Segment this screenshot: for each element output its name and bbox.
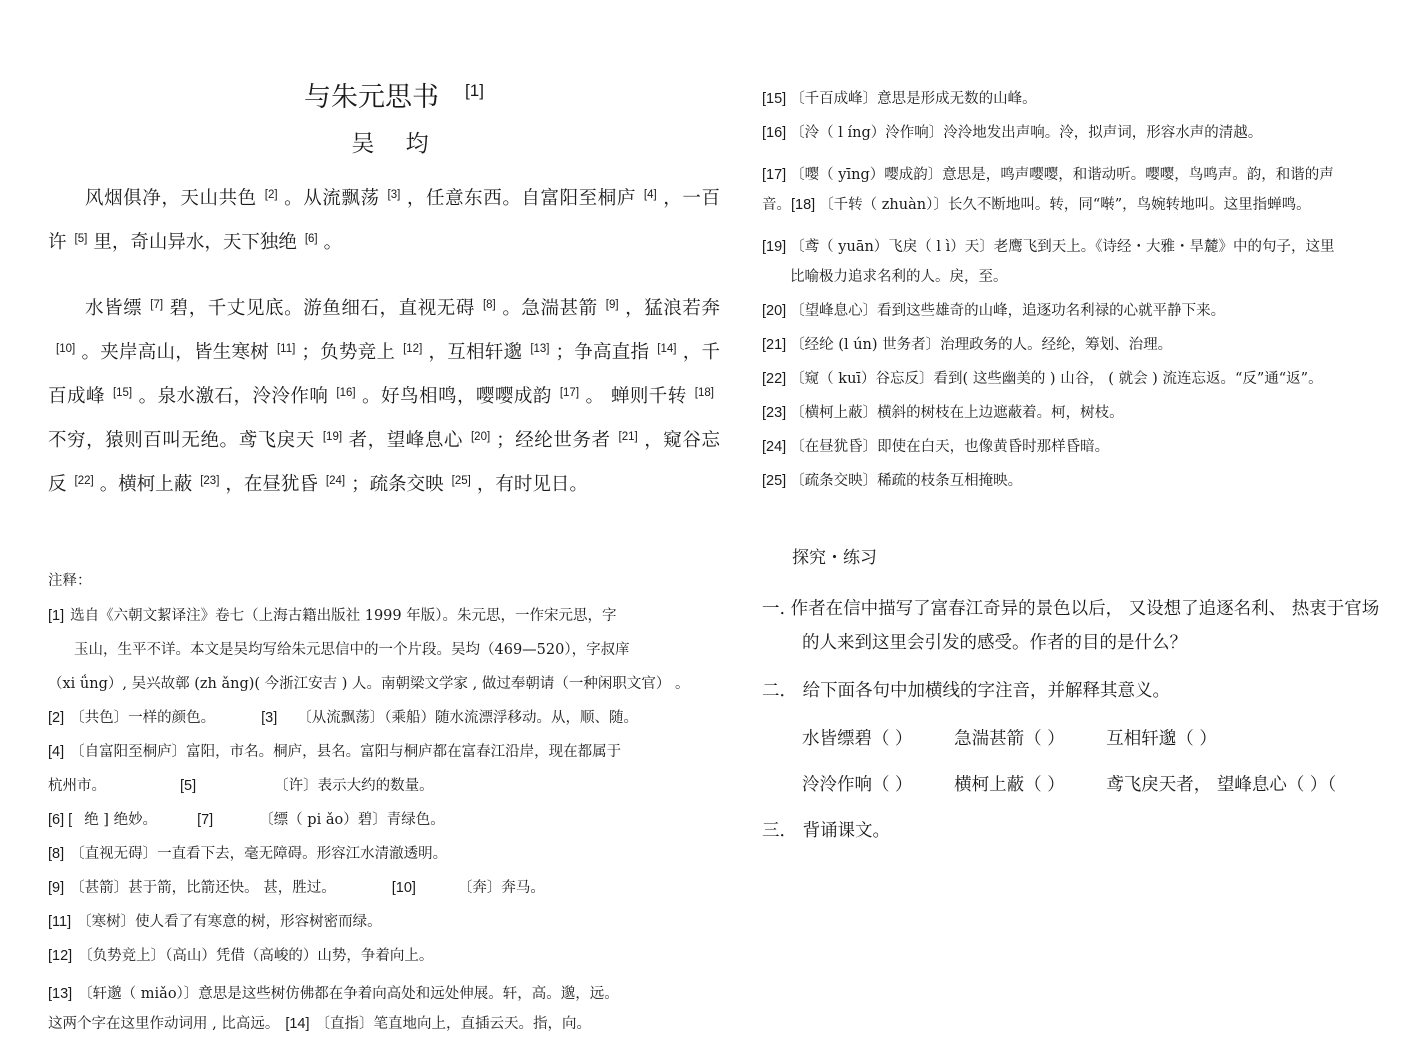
note-text: 杭州市。 — [48, 778, 106, 794]
note-22 — [762, 364, 1426, 394]
note-text: 〔经纶 (l ún) 世务者〕治理政务的人。经纶，筹划、治理。 — [790, 337, 1173, 353]
footnote-ref: [6] — [304, 233, 318, 245]
note-13 — [48, 977, 720, 1011]
text-run: ，有时见日。 — [476, 474, 588, 495]
exercise-3: 三． 背诵课文。 — [762, 821, 891, 841]
text-run: 。急湍甚箭 — [501, 298, 598, 319]
text-run: ；经纶世务者 — [496, 430, 611, 451]
text-run: ，互相轩邈 — [428, 342, 523, 363]
note-19-continued — [762, 262, 1426, 292]
footnote-ref: [17] — [559, 387, 580, 399]
note-12 — [48, 939, 720, 973]
note-24 — [762, 432, 1426, 462]
note-text: 〔从流飘荡〕（乘船）随水流漂浮移动。从，顺、随。 — [297, 710, 638, 726]
footnote-ref: [22] — [74, 475, 94, 487]
note-text: 〔直指〕笔直地向上，直插云天。指，向。 — [315, 1016, 592, 1032]
footnote-ref: [18] — [694, 387, 714, 399]
note-text: 音。 — [762, 197, 791, 213]
note-text: 〔千百成峰〕意思是形成无数的山峰。 — [790, 91, 1037, 107]
note-text: 〔共色〕一样的颜色。 — [70, 710, 216, 726]
note-23 — [762, 398, 1426, 428]
text-run: 里，奇山异水，天下独绝 — [93, 232, 297, 253]
note-text: 〔缥（ pi ǎo）碧〕青绿色。 — [259, 812, 445, 828]
exercise-1-text-continued: 的人来到这里会引发的感受。作者的目的是什么？ — [802, 633, 1187, 653]
exercise-2: 二． 给下面各句中加横线的字注音，并解释其意义。 — [762, 681, 1171, 701]
note-4-continued-5 — [48, 769, 720, 803]
note-number: [24] — [762, 439, 787, 455]
text-run: ；疏条交映 — [351, 474, 444, 495]
note-text: 〔直视无碍〕一直看下去，毫无障碍。形容江水清澈透明。 — [70, 846, 448, 862]
note-text: 〔轩邈（ miǎo）〕意思是这些树仿佛都在争着向高处和远处伸展。轩，高。邈，远。 — [78, 986, 619, 1002]
title-footnote-ref: [1] — [465, 81, 484, 100]
footnote-ref: [23] — [200, 475, 220, 487]
note-25 — [762, 466, 1426, 496]
right-column — [762, 84, 1426, 848]
notes-heading: 注释： — [48, 573, 92, 589]
text-run: ，在昼犹昏 — [225, 474, 318, 495]
text-run: ，任意东西。自富阳至桐庐 — [406, 188, 636, 209]
text-run: 不穷，猿则百叫无绝。鸢飞戾天 — [48, 430, 315, 451]
text-run: 。泉水激石，泠泠作响 — [138, 386, 329, 407]
note-number: [20] — [762, 303, 787, 319]
note-text: 〔鸢（ yuān）飞戾（ l ì）天〕老鹰飞到天上。《诗经・大雅・旱麓》中的句子，这里 — [790, 239, 1335, 255]
fill-blank-item: 鸢飞戾天者， 望峰息心（ ）（ — [1106, 775, 1337, 795]
fill-blank-item: 泠泠作响（ ） — [802, 775, 913, 795]
note-13-continued-14 — [48, 1011, 720, 1037]
text-run: 风烟俱净，天山共色 — [85, 188, 257, 209]
note-17 — [762, 160, 1426, 190]
note-text: 〔在昼犹昏〕即使在白天，也像黄昏时那样昏暗。 — [790, 439, 1110, 455]
text-run: ，窥谷忘反 — [48, 430, 720, 495]
note-number: [16] — [762, 125, 787, 141]
footnote-ref: [12] — [403, 343, 423, 355]
note-number: [21] — [762, 337, 787, 353]
text-run: ，猛浪若奔 — [624, 298, 720, 319]
note-15 — [762, 84, 1426, 114]
note-number: [3] — [261, 710, 278, 726]
note-number: [22] — [762, 371, 787, 387]
author: 吴 均 — [351, 131, 441, 157]
text-run: 。横柯上蔽 — [99, 474, 193, 495]
note-text: 〔横柯上蔽〕横斜的树枝在上边遮蔽着。柯，树枝。 — [790, 405, 1124, 421]
footnote-ref: [4] — [643, 189, 657, 201]
note-9-10 — [48, 871, 720, 905]
note-text: 〔负势竞上〕（高山）凭借（高峻的）山势，争着向上。 — [78, 948, 434, 964]
note-text: 选自《六朝文絜译注》卷七（上海古籍出版社 1999 年版）。朱元思，一作宋元思，字 — [70, 608, 617, 624]
footnote-ref: [19] — [322, 431, 343, 443]
text-run: 。夹岸高山，皆生寒树 — [81, 342, 269, 363]
note-number: [13] — [48, 986, 73, 1002]
note-number: [10] — [391, 880, 416, 896]
note-4 — [48, 735, 720, 769]
note-number: [7] — [197, 812, 214, 828]
note-1-continued — [48, 633, 720, 667]
footnote-ref: [15] — [112, 387, 133, 399]
footnote-ref: [11] — [276, 343, 296, 355]
note-8 — [48, 837, 720, 871]
note-number: [2] — [48, 710, 65, 726]
note-text: 〔奔〕奔马。 — [457, 880, 545, 896]
note-text: 〔甚箭〕甚于箭，比箭还快。 甚，胜过。 — [70, 880, 336, 896]
exercise-2-row-1 — [762, 722, 1426, 756]
note-text: 〔嘤（ yīng）嘤成韵〕意思是，鸣声嘤嘤，和谐动听。嘤嘤，鸟鸣声。韵，和谐的声 — [790, 167, 1334, 183]
footnote-ref: [13] — [530, 343, 550, 355]
text-run: ；争高直指 — [555, 342, 650, 363]
note-number: [6] [ — [48, 812, 73, 828]
note-text: 〔泠（ l íng）泠作响〕泠泠地发出声响。泠，拟声词，形容水声的清越。 — [790, 125, 1263, 141]
footnote-ref: [9] — [605, 299, 619, 311]
note-number: [12] — [48, 948, 73, 964]
page-title — [68, 78, 720, 121]
note-number: [18] — [791, 197, 816, 213]
note-text: 〔望峰息心〕看到这些雄奇的山峰，追逐功名利禄的心就平静下来。 — [790, 303, 1226, 319]
fill-blank-item: 互相轩邈（ ） — [1106, 729, 1217, 749]
note-20 — [762, 296, 1426, 326]
note-11 — [48, 905, 720, 939]
note-text: 绝 ] 绝妙。 — [84, 812, 158, 828]
note-number: [19] — [762, 239, 787, 255]
note-text: 玉山，生平不详。本文是吴均写给朱元思信中的一个片段。吴均（469—520），字叔庠 — [74, 642, 630, 658]
text-run: ；负势竞上 — [301, 342, 396, 363]
text-paragraph-1 — [48, 175, 720, 263]
note-text: 〔寒树〕使人看了有寒意的树，形容树密而绿。 — [77, 914, 382, 930]
note-text: 〔许〕表示大约的数量。 — [274, 778, 434, 794]
note-number: [5] — [180, 778, 197, 794]
footnote-ref: [24] — [325, 475, 346, 487]
note-number: [11] — [48, 914, 72, 930]
note-2-3 — [48, 701, 720, 735]
note-number: [25] — [762, 473, 787, 489]
text-run: ，千百成峰 — [48, 342, 720, 407]
note-1-continued — [48, 667, 720, 701]
footnote-ref: [3] — [387, 189, 401, 201]
note-text: 比喻极力追求名利的人。戾，至。 — [790, 269, 1008, 285]
footnote-ref: [10] — [56, 343, 76, 355]
note-number: [15] — [762, 91, 787, 107]
footnote-ref: [14] — [657, 343, 677, 355]
footnote-ref: [2] — [264, 189, 278, 201]
note-number: [1] — [48, 608, 65, 624]
note-number: [23] — [762, 405, 787, 421]
fill-blank-item: 水皆缥碧（ ） — [802, 729, 913, 749]
text-run: 水皆缥 — [85, 298, 143, 319]
text-run: ，一百许 — [48, 188, 720, 253]
text-run: 碧，千丈见底。游鱼细石，直视无碍 — [169, 298, 475, 319]
text-run: 。从流飘荡 — [283, 188, 380, 209]
footnote-ref: [8] — [482, 299, 496, 311]
text-run: 。 蝉则千转 — [585, 386, 687, 407]
note-text: 〔疏条交映〕稀疏的枝条互相掩映。 — [790, 473, 1023, 489]
note-19 — [762, 232, 1426, 262]
text-run: 者，望峰息心 — [348, 430, 463, 451]
note-1 — [48, 599, 720, 633]
exercises-heading: 探究・练习 — [792, 548, 877, 568]
text-run: 。好鸟相鸣，嘤嘤成韵 — [361, 386, 552, 407]
exercise-1 — [762, 592, 1426, 660]
note-number: [8] — [48, 846, 65, 862]
footnote-ref: [7] — [150, 299, 164, 311]
note-text: 〔窥（ kuī）谷忘反〕看到( 这些幽美的 ) 山谷， ( 就会 ) 流连忘返。“反”通“返”。 — [790, 371, 1323, 387]
note-number: [14] — [285, 1016, 310, 1032]
title-text: 与朱元思书 — [304, 82, 440, 113]
left-column — [48, 78, 720, 1037]
footnote-ref: [16] — [336, 387, 356, 399]
note-text: 〔千转（ zhuàn）〕长久不断地叫。转，同“啭”，鸟婉转地叫。这里指蝉鸣。 — [819, 197, 1311, 213]
note-number: [4] — [48, 744, 65, 760]
note-text: 〔自富阳至桐庐〕富阳，市名。桐庐，县名。富阳与桐庐都在富春江沿岸，现在都属于 — [70, 744, 622, 760]
note-17-continued-18 — [762, 190, 1426, 220]
notes-list — [48, 599, 720, 1037]
fill-blank-item: 急湍甚箭（ ） — [954, 729, 1065, 749]
note-6-7 — [48, 803, 720, 837]
note-number: [9] — [48, 880, 65, 896]
exercise-1-text: 一. 作者在信中描写了富春江奇异的景色以后， 又设想了追逐名利、 热衷于官场 — [762, 599, 1380, 619]
text-run: 。 — [323, 232, 343, 253]
note-text: 这两个字在这里作动词用 , 比高远。 — [48, 1016, 280, 1032]
note-16 — [762, 118, 1426, 148]
text-paragraph-2 — [48, 285, 720, 505]
footnote-ref: [5] — [74, 233, 88, 245]
footnote-ref: [20] — [470, 431, 491, 443]
note-text: （xi ǘng）, 吴兴故鄣 (zh ǎng)( 今浙江安吉 ) 人。南朝梁文学家 , 做过奉朝请（一种闲职文官） 。 — [48, 676, 690, 692]
footnote-ref: [21] — [618, 431, 638, 443]
exercise-2-row-2 — [762, 768, 1426, 802]
footnote-ref: [25] — [451, 475, 471, 487]
note-21 — [762, 330, 1426, 360]
note-number: [17] — [762, 167, 787, 183]
fill-blank-item: 横柯上蔽（ ） — [954, 775, 1065, 795]
